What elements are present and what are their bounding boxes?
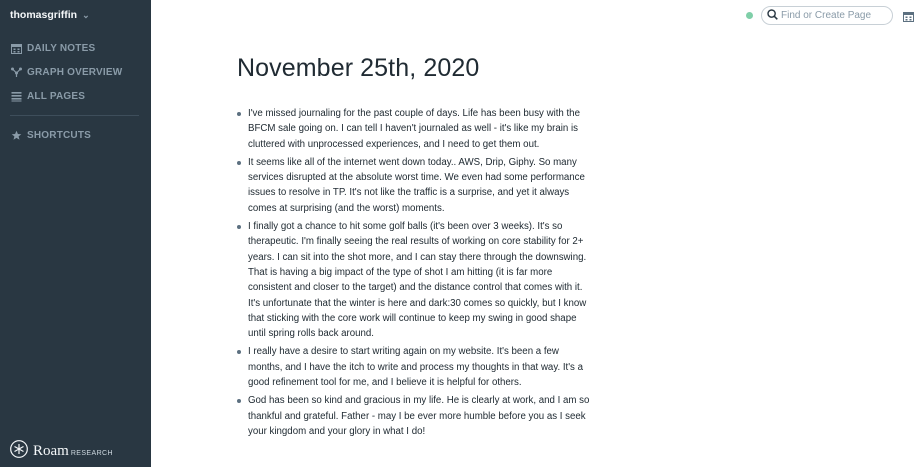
roam-logo <box>10 440 113 463</box>
search-icon <box>767 7 778 25</box>
sidebar-item-label: GRAPH OVERVIEW <box>27 66 123 78</box>
list-item <box>236 106 596 152</box>
username: thomasgriffin <box>10 9 78 21</box>
sync-status-indicator <box>746 12 753 19</box>
left-sidebar <box>0 0 151 467</box>
list-item <box>236 155 596 216</box>
block-bullet[interactable] <box>237 112 241 116</box>
logo-wordmark: Roam <box>33 443 69 459</box>
chevron-down-icon: ⌄ <box>82 9 90 20</box>
block-bullet[interactable] <box>237 350 241 354</box>
graph-icon <box>11 67 22 78</box>
list-item <box>236 393 596 439</box>
page-title[interactable]: November 25th, 2020 <box>237 54 480 82</box>
list-icon <box>11 91 22 102</box>
sidebar-item-graph-overview[interactable] <box>0 60 151 84</box>
sidebar-item-daily-notes[interactable] <box>0 36 151 60</box>
sidebar-item-label: ALL PAGES <box>27 90 86 102</box>
calendar-icon[interactable] <box>903 9 914 20</box>
search-bar[interactable] <box>761 6 893 25</box>
sidebar-item-label: DAILY NOTES <box>27 42 96 54</box>
search-input[interactable] <box>781 10 886 21</box>
block-bullet[interactable] <box>237 161 241 165</box>
sidebar-divider <box>10 115 139 116</box>
sidebar-item-label: SHORTCUTS <box>27 129 92 141</box>
sidebar-nav <box>0 36 151 147</box>
block-text[interactable]: I really have a desire to start writing again on my website. It's been a few months, and I have the itch to write and process my thoughts in that way. It's a good refinement tool for me, and I believe it is helpful for others. <box>248 346 583 389</box>
block-text[interactable]: It seems like all of the internet went down today.. AWS, Drip, Giphy. So many services disrupted at the absolute worst time. We even had some performance issues to resolve in TP. It's not like the traffic is a surprise, and yet it always comes at surprising (and the worst) moments. <box>248 156 585 214</box>
list-item <box>236 219 596 341</box>
roam-logo-icon <box>10 440 28 463</box>
block-bullet[interactable] <box>237 399 241 403</box>
sidebar-item-shortcuts[interactable] <box>0 123 151 147</box>
sidebar-item-all-pages[interactable] <box>0 84 151 108</box>
block-text[interactable]: I finally got a chance to hit some golf balls (it's been over 3 weeks). It's so therapeutic. I'm finally seeing the real results of working on core stability for 2+ years. I can sit into the shot more, and I can stay there through the downswing. That is having a big impact of the type of shot I am hitting (it is far more consistent and closer to the target) and the distance control that comes with it. It's unfortunate that the winter is here and dark:30 comes so quickly, but I know that sticking with the core work will continue to keep my swing in good shape until spring rolls back around. <box>248 221 587 340</box>
block-text[interactable]: I've missed journaling for the past couple of days. Life has been busy with the BFCM sale going on. I can tell I haven't journaled as well - it's like my brain is cluttered with unprocessed experiences, and I need to get them out. <box>248 108 580 150</box>
block-bullet[interactable] <box>237 225 241 229</box>
list-item <box>236 344 596 390</box>
star-icon <box>11 130 22 141</box>
user-menu[interactable] <box>10 9 90 21</box>
logo-subtitle: RESEARCH <box>70 450 113 457</box>
block-text[interactable]: God has been so kind and gracious in my life. He is clearly at work, and I am so thankful and grateful. Father - may I be ever more humble before you as I seek your kingdom and your glory in what I do! <box>248 395 590 437</box>
block-list <box>236 106 596 442</box>
calendar-icon <box>11 43 22 54</box>
